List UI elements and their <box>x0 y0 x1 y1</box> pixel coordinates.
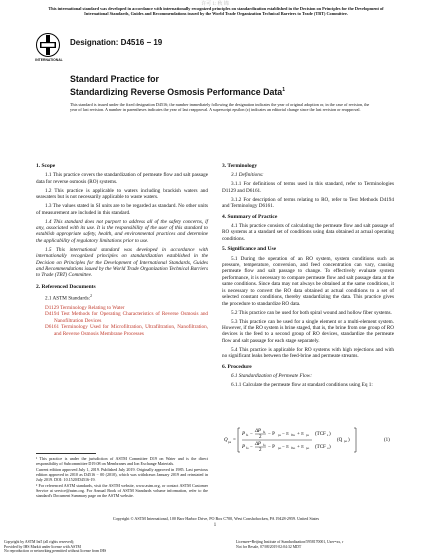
scope-p4 <box>36 219 208 245</box>
significance-p1: 5.1 During the operation of an RO system, system conditions such as pressure, temperature, conversion, and feed concentration can vary, causing permeate flow and salt passage to change. To effectively evaluate system performance, it is necessary to compare permeate flow and salt passage data at the same conditions. Since data may not always be obtained at the same conditions, it is necessary to convert the RO data obtained at actual conditions to a set of selected constant conditions, thereby standardizing the data. This practice gives the procedure to standardize RO data. <box>222 255 394 307</box>
refs-sub-sup: 2 <box>90 294 92 299</box>
svg-text:+ π: + π <box>297 445 304 450</box>
svg-text:(TCF: (TCF <box>315 445 326 450</box>
svg-text:2: 2 <box>259 448 262 453</box>
top-notice: This international standard was developed in accordance with internationally recognized principles on standardization established in the Decision on Principles for the Development of International Standards, Guides and Recommendations issued by the World Trade Organization Technical Barriers to Trade (TBT) Committee. <box>48 6 384 17</box>
refs-list <box>36 305 208 337</box>
copyright-line: Copyright © ASTM International, 100 Barr Harbor Drive, PO Box C700, West Conshohocken, PA 19428-2959. United States <box>112 516 320 521</box>
title-line-2 <box>70 85 285 97</box>
summary-p1: 4.1 This practice consists of calculating the permeate flow and salt passage of RO systems at a standard set of conditions using data obtained at actual operating conditions. <box>222 223 394 242</box>
svg-text:po: po <box>344 439 348 443</box>
svg-text:(Q: (Q <box>337 438 343 443</box>
scope-heading: 1. Scope <box>36 163 56 169</box>
ref-link-d1129[interactable]: D1129 <box>45 305 59 312</box>
svg-text:+ π: + π <box>297 432 304 437</box>
terminology-p1-text: 3.1 Definitions: <box>231 172 264 179</box>
ref-item <box>45 324 208 337</box>
document-title <box>70 74 285 97</box>
svg-text:o: o <box>327 446 329 450</box>
svg-text:): ) <box>348 438 350 443</box>
procedure-p1-text: 6.1 Standardization of Permeate Flow: <box>231 372 312 379</box>
watermark: 许可 1: 秋 锦 <box>201 2 229 7</box>
svg-text:fo: fo <box>263 443 266 447</box>
significance-p4: 5.4 This practice is applicable for RO systems with high rejections and with no significant leaks between the feed-brine and permeate streams. <box>222 346 394 360</box>
svg-text:Q: Q <box>224 438 228 443</box>
svg-text:fo: fo <box>246 446 249 450</box>
left-column <box>36 163 208 337</box>
ref-title[interactable]: Terminology Relating to Water <box>60 305 125 312</box>
refs-sub-text: 2.1 ASTM Standards: <box>45 296 91 303</box>
significance-p2: 5.2 This practice can be used for both spiral wound and hollow fiber systems. <box>231 309 392 316</box>
svg-text:ΔP: ΔP <box>255 442 261 447</box>
svg-text:2: 2 <box>259 435 262 440</box>
footnote-edition: Current edition approved July 1, 2019. Published July 2019. Originally approved in 1985. Last previous edition approved in 2010 as D4516 − 00 (2010), which was withdrawn January 2019 and reinstated in July 2019. DOI: 10.1520/D4516-19. <box>36 467 208 483</box>
issue-note: This standard is issued under the fixed designation D4516; the number immediately following the designation indicates the year of original adoption or, in the case of revision, the year of last revision. A number in parentheses indicates the year of last reapproval. A superscript epsilon (ε) indicates an editorial change since the last revision or reapproval. <box>70 102 370 113</box>
refs-heading: 2. Referenced Documents <box>36 283 96 290</box>
procedure-heading: 6. Procedure <box>222 363 252 370</box>
title-footnote-mark: 1 <box>282 86 285 93</box>
svg-text:ps: ps <box>278 433 281 437</box>
scope-p3: 1.3 The values stated in SI units are to be regarded as standard. No other units of measurement are included in this standard. <box>36 203 208 216</box>
scope-p4-text: 1.4 This standard does not purport to address all of the safety concerns, if any, associated with its use. It is the responsibility of the user of this standard to establish appropriate safety, health, and environmental practices and determine the applicability of regulatory limitations prior to use. <box>36 218 208 244</box>
svg-text:−: − <box>250 445 253 450</box>
footnote-divider <box>36 453 96 454</box>
equation-1 <box>222 425 400 463</box>
scope-p5 <box>36 247 208 279</box>
svg-text:=: = <box>233 438 236 443</box>
ref-item <box>45 311 208 324</box>
svg-text:P: P <box>242 432 246 437</box>
terminology-heading: 3. Terminology <box>222 163 258 169</box>
terminology-p1 <box>222 172 394 178</box>
ref-title[interactable]: Test Methods for Operating Characteristics of Reverse Osmosis and Nanofiltration Devices <box>54 311 209 324</box>
procedure-p1 <box>222 373 394 379</box>
ref-title[interactable]: Terminology Used for Microfiltration, Ultrafiltration, Nanofiltration, and Reverse Osmosis Membrane Processes <box>54 324 208 337</box>
license-right: Licensee=Beijing Institute of Standardization/5958170001, User=xx, r Not for Resale, 07/08/2019 02:04:32 MDT <box>236 540 344 549</box>
page-number: 1 <box>213 523 217 528</box>
svg-text:s: s <box>327 433 329 437</box>
license-left: Copyright by ASTM Int'l (all rights reserved); Provided by IHS Markit under license with ASTM No reproduction or networking permitted without license from IHS <box>4 540 107 554</box>
right-column <box>222 163 394 391</box>
svg-text:P: P <box>242 445 246 450</box>
footnotes <box>36 456 208 500</box>
ref-link-d6161[interactable]: D6161 <box>45 324 60 331</box>
scope-p5-text: 1.5 This international standard was developed in accordance with internationally recognized principles on standardization established in the Decision on Principles for the Development of International Standards, Guides and Recommendations issued by the World Trade Organization Technical Barriers to Trade (TBT) Committee. <box>36 246 208 279</box>
footnote-1: ¹ This practice is under the jurisdiction of ASTM Committee D19 on Water and is the direct responsibility of Subcommittee D19.08 on Membranes and Ion Exchange Materials. <box>36 456 208 466</box>
significance-heading: 5. Significance and Use <box>222 246 277 253</box>
svg-text:): ) <box>329 445 331 450</box>
footnote-2: ² For referenced ASTM standards, visit the ASTM website, www.astm.org, or contact ASTM Customer Service at service@astm.org. For Annual Book of ASTM Standards volume information, refer to the standard's Document Summary page on the ASTM website. <box>36 483 208 499</box>
svg-text:− π: − π <box>282 432 289 437</box>
logo-subtext: INTERNATIONAL <box>35 58 63 62</box>
terminology-p3: 3.1.2 For description of terms relating to RO, refer to Test Methods D4194 and Terminology D6161. <box>222 196 394 210</box>
scope-p2: 1.2 This practice is applicable to waters including brackish waters and seawaters but is not necessarily applicable to waste waters. <box>36 187 208 201</box>
svg-text:ΔP: ΔP <box>255 429 261 434</box>
summary-heading: 4. Summary of Practice <box>222 213 278 220</box>
svg-text:po: po <box>278 446 282 450</box>
svg-text:po: po <box>306 446 310 450</box>
svg-text:− P: − P <box>268 432 275 437</box>
scope-p1: 1.1 This practice covers the standardization of permeate flow and salt passage data for reverse osmosis (RO) systems. <box>36 172 208 185</box>
svg-text:−: − <box>250 432 253 437</box>
svg-text:): ) <box>329 432 331 437</box>
ref-link-d4194[interactable]: D4194 <box>45 311 60 318</box>
svg-text:fs: fs <box>246 433 249 437</box>
svg-text:− P: − P <box>268 445 275 450</box>
svg-text:ps: ps <box>228 440 232 444</box>
title-line-2-text: Standardizing Reverse Osmosis Performance Data <box>70 86 283 97</box>
svg-text:fs: fs <box>263 430 266 434</box>
equation-number: (1) <box>384 438 390 443</box>
astm-logo-icon <box>36 32 60 58</box>
svg-text:ps: ps <box>306 433 309 437</box>
significance-p3: 5.3 This practice can be used for a single element or a multi-element system. However, if the RO system is brine staged, that is, the brine from one group of RO devices is the feed to a second group of RO devices, standardize the permeate flow and salt passage for each stage separately. <box>222 318 394 344</box>
refs-sub <box>36 293 208 302</box>
svg-text:fbs: fbs <box>291 433 295 437</box>
svg-text:fbo: fbo <box>291 446 296 450</box>
designation: Designation: D4516 − 19 <box>70 38 163 47</box>
procedure-p2: 6.1.1 Calculate the permeate flow at standard conditions using Eq 1: <box>231 381 373 388</box>
svg-text:(TCF: (TCF <box>315 432 326 437</box>
title-line-1: Standard Practice for <box>70 74 159 84</box>
terminology-p2: 3.1.1 For definitions of terms used in this standard, refer to Terminologies D1129 and D6161. <box>222 181 394 194</box>
svg-text:− π: − π <box>282 445 289 450</box>
